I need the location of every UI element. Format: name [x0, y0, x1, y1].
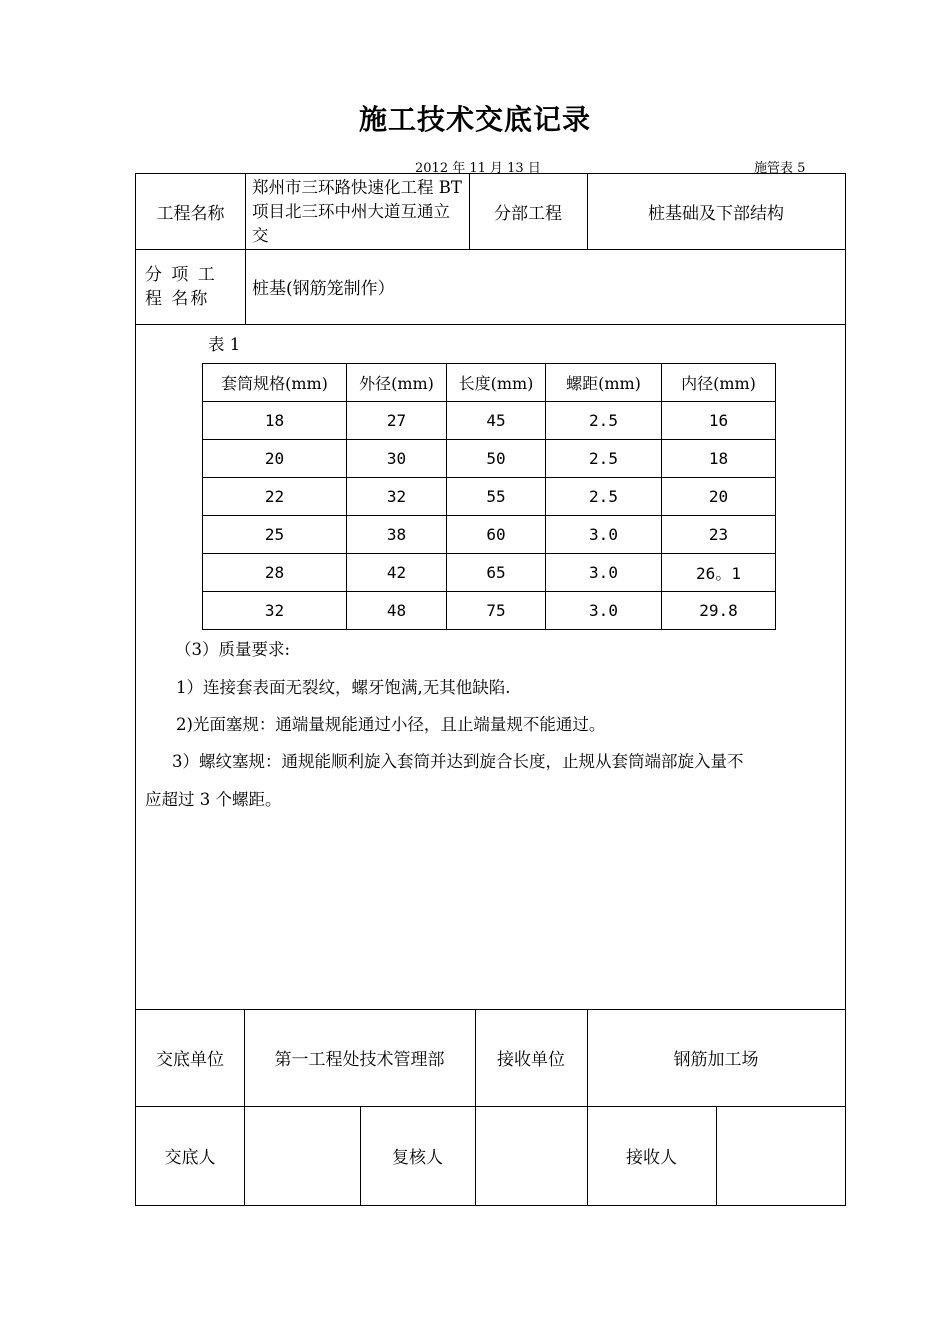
table-cell: 23 — [662, 516, 776, 554]
table-cell: 32 — [347, 478, 447, 516]
table-row — [203, 402, 776, 440]
row-divider — [136, 324, 845, 325]
table-row — [203, 554, 776, 592]
issuer-person-value[interactable] — [244, 1106, 360, 1205]
quality-item-1: 1）连接套表面无裂纹，螺牙饱满,无其他缺陷. — [176, 678, 511, 697]
table-cell: 55 — [447, 478, 546, 516]
project-name-value: 郑州市三环路快速化工程 BT 项目北三环中州大道互通立交 — [252, 177, 462, 245]
issuer-unit-label: 交底单位 — [156, 1050, 224, 1070]
table-cell: 27 — [347, 402, 447, 440]
receiver-person-value[interactable] — [716, 1106, 845, 1205]
issuer-unit-value: 第一工程处技术管理部 — [274, 1050, 445, 1070]
table-cell: 3.0 — [546, 592, 662, 630]
table-cell: 38 — [347, 516, 447, 554]
issuer-person-label: 交底人 — [164, 1148, 216, 1168]
table-row — [203, 592, 776, 630]
page-title: 施工技术交底记录 — [358, 103, 591, 136]
table-cell: 26。1 — [662, 554, 776, 592]
quality-item-3: 3）螺纹塞规：通规能顺利旋入套筒并达到旋合长度，止规从套筒端部旋入量不 — [172, 752, 744, 771]
quality-heading: （3）质量要求: — [175, 640, 291, 659]
division-value: 桩基础及下部结构 — [648, 204, 784, 224]
table-cell: 42 — [347, 554, 447, 592]
table-cell: 50 — [447, 440, 546, 478]
header-cell: 螺距(mm) — [546, 364, 662, 402]
table-cell: 25 — [203, 516, 347, 554]
table-cell: 45 — [447, 402, 546, 440]
table-cell: 20 — [203, 440, 347, 478]
form-number: 施管表 5 — [754, 161, 806, 176]
header-cell: 长度(mm) — [447, 364, 546, 402]
table-cell: 2.5 — [546, 478, 662, 516]
reviewer-value[interactable] — [475, 1106, 587, 1205]
receiver-person-label: 接收人 — [626, 1148, 677, 1168]
table-cell: 30 — [347, 440, 447, 478]
table-cell: 2.5 — [546, 402, 662, 440]
table-cell: 22 — [203, 478, 347, 516]
table-cell: 18 — [662, 440, 776, 478]
header-cell: 套筒规格(mm) — [203, 364, 347, 402]
table-cell: 20 — [662, 478, 776, 516]
table-cell: 65 — [447, 554, 546, 592]
table-cell: 32 — [203, 592, 347, 630]
division-label: 分部工程 — [494, 204, 562, 224]
table-row — [203, 478, 776, 516]
table-cell: 29.8 — [662, 592, 776, 630]
table-cell: 2.5 — [546, 440, 662, 478]
spec-table — [202, 363, 776, 630]
receiver-unit-label: 接收单位 — [497, 1050, 565, 1070]
item-label: 分 项 工 程 名称 — [145, 264, 217, 309]
table-cell: 3.0 — [546, 516, 662, 554]
table-row — [203, 440, 776, 478]
header-cell: 外径(mm) — [347, 364, 447, 402]
table-cell: 16 — [662, 402, 776, 440]
table-cell: 28 — [203, 554, 347, 592]
date: 2012 年 11 月 13 日 — [415, 161, 541, 176]
project-name-label: 工程名称 — [156, 204, 225, 224]
table-cell: 60 — [447, 516, 546, 554]
table-cell: 75 — [447, 592, 546, 630]
table-row — [203, 516, 776, 554]
quality-item-3-continued: 应超过 3 个螺距。 — [145, 790, 282, 809]
table-cell: 18 — [203, 402, 347, 440]
header-cell: 内径(mm) — [662, 364, 776, 402]
table-caption: 表 1 — [208, 335, 241, 354]
receiver-unit-value: 钢筋加工场 — [673, 1050, 759, 1070]
table-cell: 3.0 — [546, 554, 662, 592]
reviewer-label: 复核人 — [392, 1148, 443, 1168]
table-cell: 48 — [347, 592, 447, 630]
quality-item-2: 2)光面塞规：通端量规能通过小径，且止端量规不能通过。 — [176, 715, 606, 734]
table-header-row — [203, 364, 776, 402]
col-divider — [245, 174, 246, 324]
item-value: 桩基(钢筋笼制作） — [252, 279, 395, 299]
